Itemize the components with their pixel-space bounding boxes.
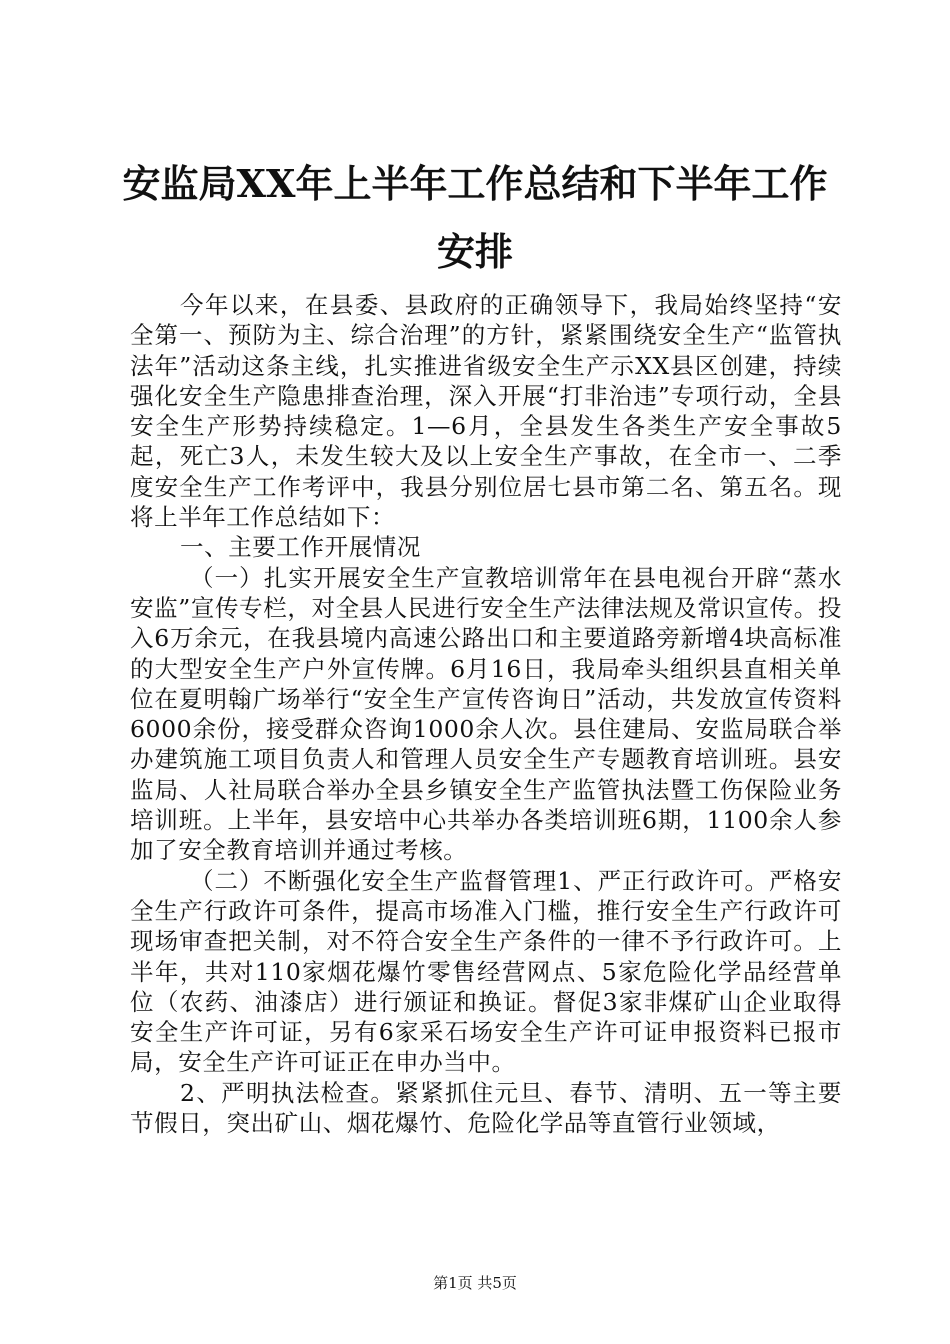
document-title: 安监局XX年上半年工作总结和下半年工作安排 bbox=[122, 161, 828, 274]
page-number: 第1页 共5页 bbox=[433, 1274, 517, 1292]
paragraph-intro: 今年以来，在县委、县政府的正确领导下，我局始终坚持“安全第一、预防为主、综合治理”的方针，紧紧围绕安全生产“监管执法年”活动这条主线，扎实推进省级安全生产示XX县区创建，持续强化安全生产隐患排查治理，深入开展“打非治违”专项行动，全县安全生产形势持续稳定。1—6月，全县发生各类生产安全事故5起，死亡3人，未发生较大及以上安全生产事故，在全市一、二季度安全生产工作考评中，我县分别位居七县市第二名、第五名。现将上半年工作总结如下： bbox=[130, 291, 842, 532]
document-body bbox=[130, 290, 842, 1138]
paragraph-training: （一）扎实开展安全生产宣教培训常年在县电视台开辟“蒸水安监”宣传专栏，对全县人民进行安全生产法律法规及常识宣传。投入6万余元，在我县境内高速公路出口和主要道路旁新增4块高标准的大型安全生产户外宣传牌。6月16日，我局牵头组织县直相关单位在夏明翰广场举行“安全生产宣传咨询日”活动，共发放宣传资料6000余份，接受群众咨询1000余人次。县住建局、安监局联合举办建筑施工项目负责人和管理人员安全生产专题教育培训班。县安监局、人社局联合举办全县乡镇安全生产监管执法暨工伤保险业务培训班。上半年，县安培中心共举办各类培训班6期，1100余人参加了安全教育培训并通过考核。 bbox=[130, 563, 842, 865]
paragraph-inspection: 2、严明执法检查。紧紧抓住元旦、春节、清明、五一等主要节假日，突出矿山、烟花爆竹、危险化学品等直管行业领域， bbox=[130, 1078, 842, 1138]
section-heading: 一、主要工作开展情况 bbox=[180, 533, 421, 562]
paragraph-supervision: （二）不断强化安全生产监督管理1、严正行政许可。严格安全生产行政许可条件，提高市场准入门槛，推行安全生产行政许可现场审查把关制，对不符合安全生产条件的一律不予行政许可。上半年，共对110家烟花爆竹零售经营网点、5家危险化学品经营单位（农药、油漆店）进行颁证和换证。督促3家非煤矿山企业取得安全生产许可证，另有6家采石场安全生产许可证申报资料已报市局，安全生产许可证正在申办当中。 bbox=[130, 866, 842, 1077]
